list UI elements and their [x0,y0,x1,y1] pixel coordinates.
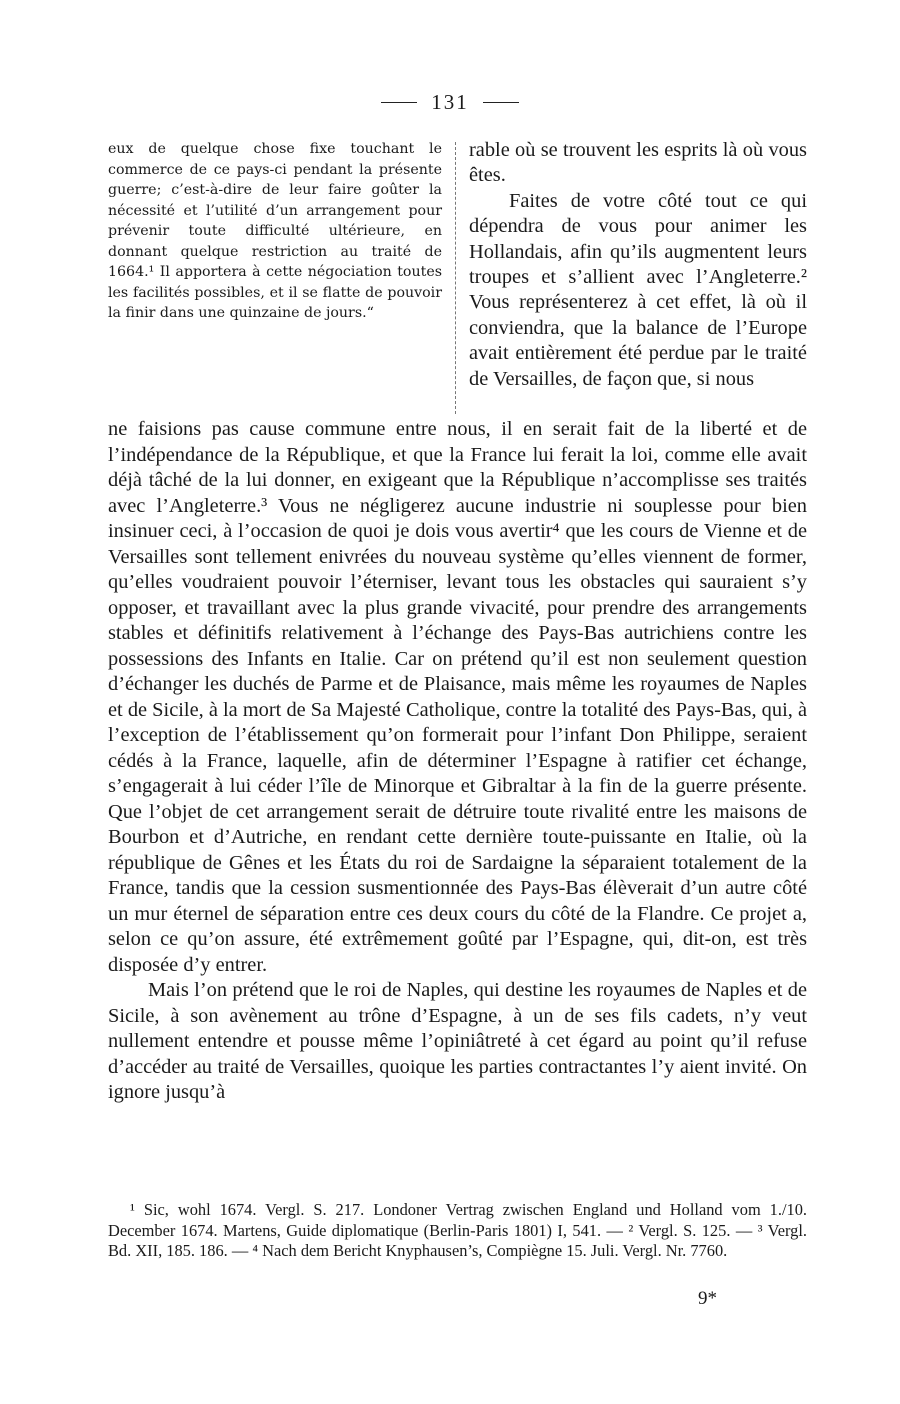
header-rule-right [483,102,519,103]
main-continuation-paragraph: ne faisions pas cause commune entre nous, il en serait fait de la liberté et de l’indépendance de la République, et que la France lui ferait la loi, comme elle avait déjà tâché de la lui donner, en exigeant que la République n’accomplisse ses traités avec l’Angleterre.³ Vous ne négligerez aucune industrie ni souplesse pour bien insinuer ceci, à l’occasion de quoi je dois vous avertir⁴ que les cours de Vienne et de Versailles sont tellement enivrées du nouveau système qu’elles viennent de former, qu’elles voudraient pouvoir l’éterniser, levant tous les obstacles qui sauraient s’y opposer, et travaillant avec la plus grande vivacité, pour prendre des arrangements stables et définitifs relativement à l’échange des Pays-Bas autrichiens contre les possessions des Infants en Italie. Car on prétend qu’il est non seulement question d’échanger les duchés de Parme et de Plaisance, mais même les royaumes de Naples et de Sicile, à la mort de Sa Majesté Catholique, contre la totalité des Pays-Bas, qui, à l’exception de l’établissement qu’on formerait pour l’infant Don Philippe, seraient cédés à la France, laquelle, afin de déterminer l’Espagne à ratifier cet échange, s’engagerait à lui céder l’île de Minorque et Gibraltar à la fin de la guerre présente. Que l’objet de cet arrangement serait de détruire toute rivalité entre les maisons de Bourbon et d’Autriche, en rendant cette dernière toute-puissante en Italie, où la république de Gênes et les États du roi de Sardaigne la séparaient totalement de la France, tandis que la cession susmentionnée des Pays-Bas élèverait d’un autre côté un mur éternel de séparation entre ces deux cours du côté de la Flandre. Ce projet a, selon ce qu’on assure, été extrêmement goûté par l’Espagne, qui, dit-on, est très disposée d’y entrer. [108,418,807,976]
left-quote-text: eux de quelque chose fixe touchant le commerce de ce pays-ci pendant la présente guerre; c’est-à-dire de leur faire goûter la nécessité et l’utilité d’un arrangement pour prévenir toute difficulté ultérieure, en donnant quelque restriction au traité de 1664.¹ Il apportera à cette négociation toutes les facilités possibles, et il se flatte de pouvoir la finir dans une quinzaine de jours.“ [108,141,442,321]
main-naples-paragraph: Mais l’on prétend que le roi de Naples, qui destine les royaumes de Naples et de Sicile, à son avènement au trône d’Espagne, à un de ses fils cadets, n’y veut nullement entendre et pousse même l’opiniâtreté à cet égard au point qu’il refuse d’accéder au traité de Versailles, quoique les parties contractantes l’y aient invité. On ignore jusqu’à [108,979,807,1103]
header-rule-left [381,102,417,103]
signature-mark: 9* [698,1288,717,1309]
left-quote-column [108,139,442,324]
page-number: 131 [431,90,469,114]
right-column [469,138,807,392]
column-divider [455,142,456,414]
footnotes [108,1200,807,1262]
main-text [108,417,807,1106]
footnote-text: ¹ Sic, wohl 1674. Vergl. S. 217. Londoner Vertrag zwischen England und Holland vom 1./10. December 1674. Martens, Guide diplomatique (Berlin-Paris 1801) I, 541. — ² Vergl. S. 125. — ³ Vergl. Bd. XII, 185. 186. — ⁴ Nach dem Bericht Knyphausen’s, Compiègne 15. Juli. Vergl. Nr. 7760. [108,1200,807,1261]
page-header [0,90,900,115]
right-column-paragraph-1: rable où se trouvent les esprits là où vous êtes. [469,139,807,187]
right-column-paragraph-2: Faites de votre côté tout ce qui dépendra de vous pour animer les Hollandais, afin qu’ils augmentent leurs troupes et s’allient avec l’Angleterre.² Vous représenterez à cet effet, là où il conviendra, que la balance de l’Europe avait entièrement été perdue par le traité de Versailles, de façon que, si nous [469,189,807,390]
